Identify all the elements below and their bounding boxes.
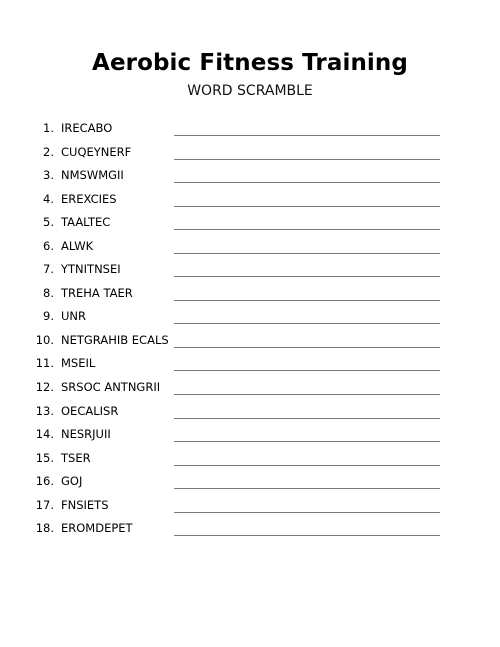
answer-line[interactable] bbox=[174, 206, 440, 207]
answer-line[interactable] bbox=[174, 418, 440, 419]
scrambled-word: NESRJUII bbox=[61, 427, 111, 442]
scrambled-word: UNR bbox=[61, 309, 87, 324]
item-number: 6. bbox=[43, 238, 54, 253]
list-item bbox=[0, 118, 500, 142]
answer-line[interactable] bbox=[174, 370, 440, 371]
list-item bbox=[0, 471, 500, 495]
item-number: 16. bbox=[35, 474, 54, 489]
scrambled-word: TREHA TAER bbox=[61, 285, 133, 300]
list-item bbox=[0, 377, 500, 401]
item-number: 17. bbox=[35, 497, 54, 512]
scrambled-word: SRSOC ANTNGRII bbox=[61, 380, 161, 395]
answer-line[interactable] bbox=[174, 347, 440, 348]
list-item bbox=[0, 259, 500, 283]
answer-line[interactable] bbox=[174, 229, 440, 230]
answer-line[interactable] bbox=[174, 394, 440, 395]
answer-line[interactable] bbox=[174, 159, 440, 160]
scrambled-word: MSEIL bbox=[61, 356, 96, 371]
item-number: 18. bbox=[35, 521, 54, 536]
list-item bbox=[0, 518, 500, 542]
item-number: 7. bbox=[43, 262, 54, 277]
list-item bbox=[0, 142, 500, 166]
list-item bbox=[0, 330, 500, 354]
scrambled-word: NETGRAHIB ECALS bbox=[61, 332, 169, 347]
scrambled-word: FNSIETS bbox=[61, 497, 109, 512]
scrambled-word: IRECABO bbox=[61, 121, 113, 135]
scrambled-word: CUQEYNERF bbox=[61, 144, 132, 159]
list-item bbox=[0, 448, 500, 472]
answer-line[interactable] bbox=[174, 535, 440, 536]
answer-line[interactable] bbox=[174, 512, 440, 513]
item-number: 10. bbox=[35, 332, 54, 347]
list-item bbox=[0, 189, 500, 213]
scrambled-word: YTNITNSEI bbox=[61, 262, 121, 277]
answer-line[interactable] bbox=[174, 276, 440, 277]
item-number: 13. bbox=[35, 403, 54, 418]
answer-line[interactable] bbox=[174, 300, 440, 301]
list-item bbox=[0, 236, 500, 260]
list-item bbox=[0, 165, 500, 189]
item-number: 15. bbox=[35, 450, 54, 465]
item-number: 1. bbox=[43, 121, 54, 135]
answer-line[interactable] bbox=[174, 182, 440, 183]
scrambled-word: TAALTEC bbox=[61, 215, 111, 230]
item-number: 11. bbox=[35, 356, 54, 371]
list-item bbox=[0, 495, 500, 519]
item-number: 8. bbox=[43, 285, 54, 300]
item-number: 9. bbox=[43, 309, 54, 324]
item-number: 12. bbox=[35, 380, 54, 395]
answer-line[interactable] bbox=[174, 135, 440, 136]
scrambled-word: NMSWMGII bbox=[61, 168, 124, 183]
scramble-list bbox=[0, 118, 500, 542]
scrambled-word: TSER bbox=[61, 450, 91, 465]
page-title: Aerobic Fitness Training bbox=[92, 50, 408, 76]
item-number: 14. bbox=[35, 427, 54, 442]
item-number: 4. bbox=[43, 191, 54, 206]
item-number: 5. bbox=[43, 215, 54, 230]
answer-line[interactable] bbox=[174, 441, 440, 442]
list-item bbox=[0, 424, 500, 448]
scrambled-word: OECALISR bbox=[61, 403, 119, 418]
item-number: 3. bbox=[43, 168, 54, 183]
list-item bbox=[0, 283, 500, 307]
answer-line[interactable] bbox=[174, 253, 440, 254]
answer-line[interactable] bbox=[174, 465, 440, 466]
list-item bbox=[0, 401, 500, 425]
item-number: 2. bbox=[43, 144, 54, 159]
answer-line[interactable] bbox=[174, 323, 440, 324]
scrambled-word: GOJ bbox=[61, 474, 83, 489]
answer-line[interactable] bbox=[174, 488, 440, 489]
scrambled-word: EROMDEPET bbox=[61, 521, 133, 536]
list-item bbox=[0, 212, 500, 236]
list-item bbox=[0, 306, 500, 330]
scrambled-word: EREXCIES bbox=[61, 191, 117, 206]
scrambled-word: ALWK bbox=[61, 238, 94, 253]
list-item bbox=[0, 353, 500, 377]
page-subtitle: WORD SCRAMBLE bbox=[187, 83, 313, 99]
